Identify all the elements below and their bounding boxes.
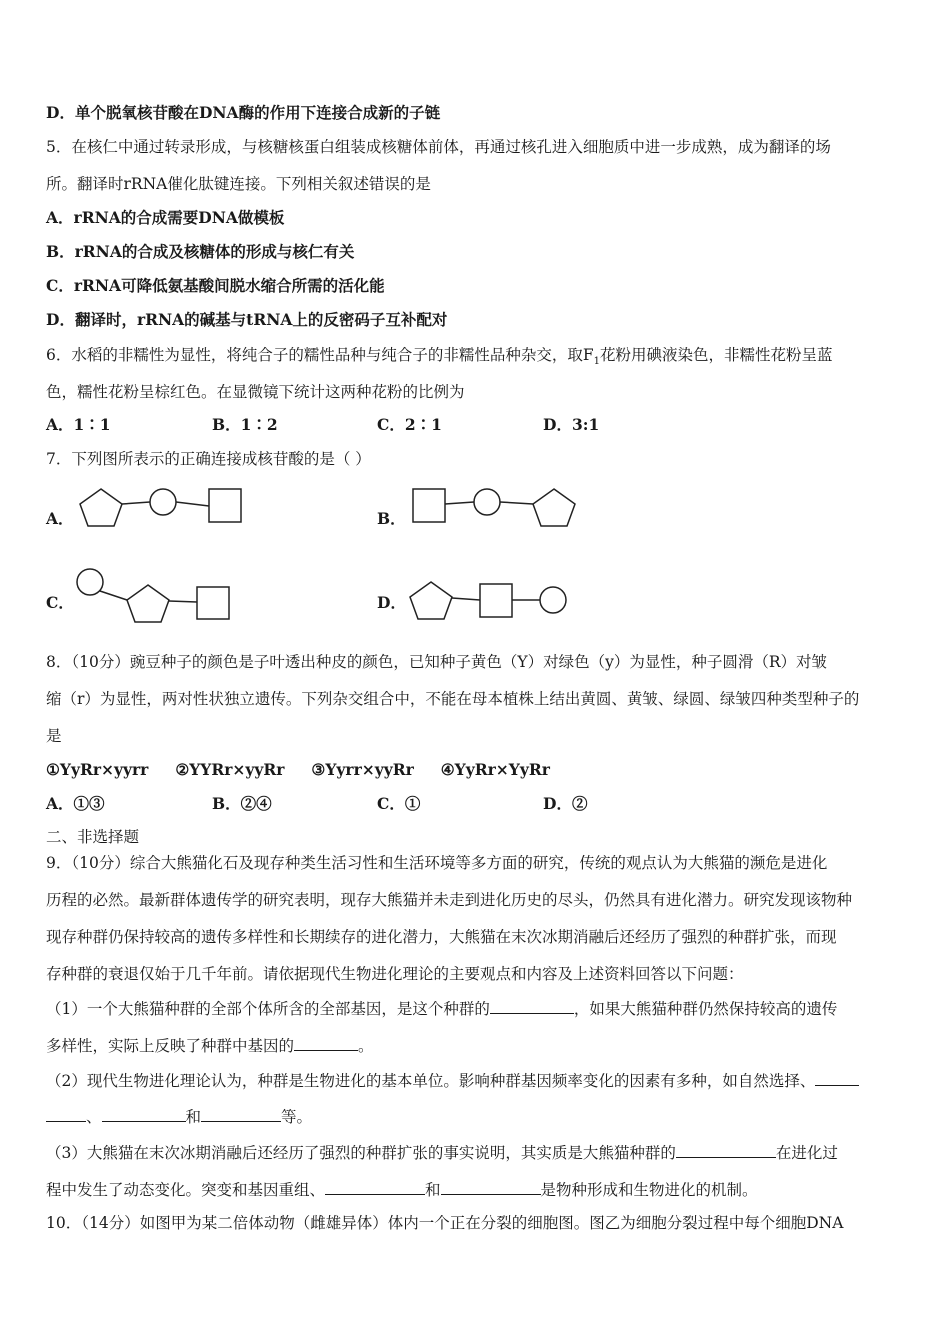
q4-option-d: D．单个脱氧核苷酸在DNA酶的作用下连接合成新的子链 [46,103,441,122]
q9-part-2-line-1 [46,1070,859,1091]
q5-option-d: D．翻译时，rRNA的碱基与tRNA上的反密码子互补配对 [46,310,448,329]
q7-label-d: D． [377,593,406,612]
q7-label-b: B． [377,509,406,528]
q7-diagram-c [72,565,237,625]
q9-part-1-line-2 [46,1035,374,1056]
q9-p3-text-d: 和 [425,1181,441,1199]
q8-crosses: ①YyRr×yyrr ②YYRr×yyRr ③Yyrr×yyRr ④YyRr×YyRr [46,760,550,779]
q9-stem-line-2: 历程的必然。最新群体遗传学的研究表明，现存大熊猫并未走到进化历史的尽头，仍然具有进化潜力。研究发现该物种 [46,891,853,909]
pentagon-shape [80,489,122,526]
answer-blank[interactable] [676,1142,776,1158]
q6-stem-part-b: 花粉用碘液染色，非糯性花粉呈蓝 [600,346,833,364]
q8-stem-line-2: 缩（r）为显性，两对性状独立遗传。下列杂交组合中，不能在母本植株上结出黄圆、黄皱、绿圆、绿皱四种类型种子的 [46,690,860,708]
pentagon-shape [533,489,575,526]
answer-blank[interactable] [815,1070,859,1086]
q9-p3-text-e: 是物种形成和生物进化的机制。 [540,1181,758,1199]
q6-option-d: D．3:1 [543,415,600,434]
q9-p1-text-c: 多样性，实际上反映了种群中基因的 [46,1037,295,1055]
q8-stem-line-3: 是 [46,727,62,745]
q7-label-a: A． [46,509,74,528]
q6-subscript: 1 [593,356,600,368]
q9-stem-line-4: 存种群的衰退仅始于几千年前。请依据现代生物进化理论的主要观点和内容及上述资料回答以下问题： [46,965,744,983]
q10-stem-line-1: 10．（14分）如图甲为某二倍体动物（雌雄异体）体内一个正在分裂的细胞图。图乙为细胞分裂过程中每个细胞DNA [46,1214,844,1232]
q9-p3-text-c: 程中发生了动态变化。突变和基因重组、 [46,1181,326,1199]
square-shape [480,584,512,617]
circle-shape [540,587,566,613]
q8-option-b: B．②④ [212,794,272,813]
q9-p2-text-c: 和 [185,1108,202,1126]
answer-blank[interactable] [490,998,574,1014]
q6-stem-line-2: 色，糯性花粉呈棕红色。在显微镜下统计这两种花粉的比例为 [46,383,465,401]
circle-shape [77,569,103,595]
q6-stem-line-1 [46,345,833,372]
circle-shape [474,489,500,515]
q6-stem-part-a: 6．水稻的非糯性为显性，将纯合子的糯性品种与纯合子的非糯性品种杂交，取F [46,346,594,364]
answer-blank[interactable] [102,1106,186,1122]
square-shape [413,489,445,522]
q8-stem-line-1: 8．（10分）豌豆种子的颜色是子叶透出种皮的颜色，已知种子黄色（Y）对绿色（y）为显性，种子圆滑（R）对皱 [46,653,827,671]
q8-option-c: C．① [377,794,421,813]
q9-p1-text-b: ，如果大熊猫种群仍然保持较高的遗传 [573,1000,838,1018]
answer-blank[interactable] [441,1179,541,1195]
circle-shape [150,489,176,515]
q9-p2-text-b: 、 [86,1108,102,1126]
q8-option-d: D．② [543,794,588,813]
q9-part-3-line-1 [46,1142,838,1163]
q9-part-2-line-2 [46,1106,312,1127]
square-shape [197,587,229,619]
q5-option-c: C．rRNA可降低氨基酸间脱水缩合所需的活化能 [46,276,385,295]
q7-diagram-b [410,484,580,530]
q8-option-a: A．①③ [46,794,105,813]
q6-option-c: C．2∶1 [377,415,442,434]
q5-stem-line-1: 5．在核仁中通过转录形成，与核糖核蛋白组装成核糖体前体，再通过核孔进入细胞质中进一步成熟，成为翻译的场 [46,138,831,156]
q6-option-b: B．1∶2 [212,415,278,434]
answer-blank[interactable] [46,1106,86,1122]
q9-p2-text-a: （2）现代生物进化理论认为，种群是生物进化的基本单位。影响种群基因频率变化的因素有多种，如自然选择、 [46,1072,816,1090]
q7-diagram-a [75,484,245,530]
q6-option-a: A．1∶1 [46,415,111,434]
q9-part-3-line-2 [46,1179,758,1200]
square-shape [209,489,241,522]
q7-stem: 7．下列图所表示的正确连接成核苷酸的是（ ） [46,450,371,468]
q9-p1-text-d: 。 [358,1037,374,1055]
q9-p1-text-a: （1）一个大熊猫种群的全部个体所含的全部基因，是这个种群的 [46,1000,490,1018]
answer-blank[interactable] [294,1035,358,1051]
q9-p3-text-a: （3）大熊猫在末次冰期消融后还经历了强烈的种群扩张的事实说明，其实质是大熊猫种群的 [46,1144,676,1162]
answer-blank[interactable] [201,1106,281,1122]
answer-blank[interactable] [325,1179,425,1195]
q7-label-c: C． [46,593,74,612]
q5-stem-line-2: 所。翻译时rRNA催化肽键连接。下列相关叙述错误的是 [46,175,431,193]
q9-stem-line-1: 9．（10分）综合大熊猫化石及现存种类生活习性和生活环境等多方面的研究，传统的观点认为大熊猫的濒危是进化 [46,854,828,872]
q9-p2-text-d: 等。 [281,1108,313,1126]
q9-stem-line-3: 现存种群仍保持较高的遗传多样性和长期续存的进化潜力，大熊猫在末次冰期消融后还经历了强烈的种群扩张，而现 [46,928,837,946]
q9-p3-text-b: 在进化过 [775,1144,838,1162]
section-title: 二、非选择题 [46,828,140,846]
q5-option-a: A．rRNA的合成需要DNA做模板 [46,208,285,227]
q7-diagram-d [405,578,575,624]
pentagon-shape [410,582,452,619]
q9-part-1-line-1 [46,998,837,1019]
q5-option-b: B．rRNA的合成及核糖体的形成与核仁有关 [46,242,355,261]
pentagon-shape [127,585,169,622]
